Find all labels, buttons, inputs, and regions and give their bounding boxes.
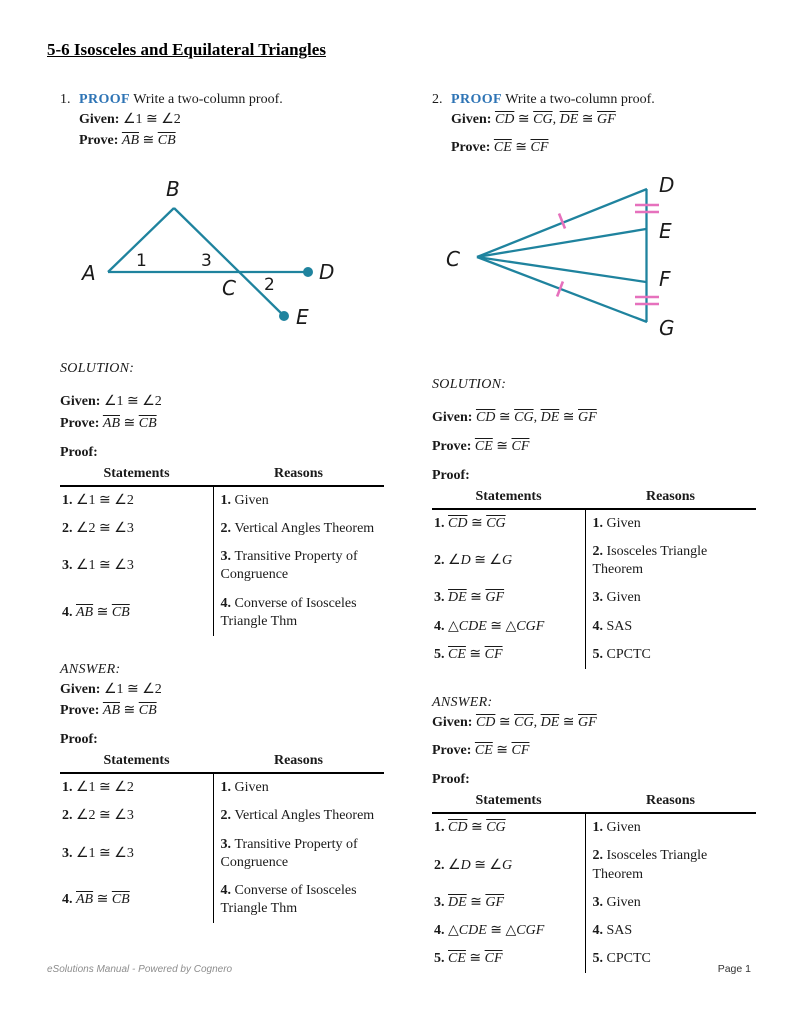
statement-cell: 2. ∠D ≅ ∠G: [432, 538, 585, 584]
problem-2-column: [432, 92, 770, 973]
page-number: Page 1: [717, 963, 751, 975]
point-label-B: B: [166, 177, 180, 202]
proof-tag: PROOF: [451, 92, 502, 107]
statement-cell: 3. ∠1 ≅ ∠3: [60, 543, 213, 589]
ray-CE: [477, 229, 646, 257]
reason-cell: 4. SAS: [592, 618, 633, 634]
statement-cell: 2. ∠2 ≅ ∠3: [60, 802, 213, 830]
statement-cell: 1. $\overline{CD}$ ≅ $\overline{CG}$: [432, 509, 585, 538]
reason-cell: 2. Isosceles Triangle Theorem: [592, 543, 708, 578]
reason-cell: 2. Vertical Angles Theorem: [220, 520, 375, 536]
statement-cell: 1. $\overline{CD}$ ≅ $\overline{CG}$: [432, 813, 585, 842]
angle-label-1: 1: [136, 251, 147, 272]
point-label-C: C: [222, 276, 236, 301]
point-label-G: G: [659, 316, 675, 341]
answer-1-givens: Given: ∠1 ≅ ∠2 Prove: $\overline{AB}$ ≅ $\overline{CB}$: [60, 681, 162, 719]
point-label-C: C: [446, 247, 460, 272]
problem-1-prove: Prove: $\overline{AB}$ ≅ $\overline{CB}$: [79, 133, 176, 149]
table-row: [60, 590, 384, 636]
two-column-layout: [60, 92, 767, 973]
point-label-F: F: [659, 267, 671, 292]
table-row: [60, 486, 384, 515]
problem-1-prompt: PROOF Write a two-column proof.: [79, 92, 283, 107]
reason-cell: 1. Given: [220, 492, 269, 508]
table-row: [432, 889, 756, 917]
reasons-header: Reasons: [213, 752, 384, 773]
reason-cell: 5. CPCTC: [592, 646, 651, 662]
statements-header: Statements: [432, 792, 585, 813]
statements-header: Statements: [432, 488, 585, 509]
footer-branding: eSolutions Manual - Powered by Cognero: [47, 964, 233, 975]
reason-cell: 1. Given: [592, 515, 641, 531]
statement-cell: 4. $\overline{AB}$ ≅ $\overline{CB}$: [60, 590, 213, 636]
statements-header: Statements: [60, 465, 213, 486]
statement-cell: 3. ∠1 ≅ ∠3: [60, 831, 213, 877]
reasons-header: Reasons: [213, 465, 384, 486]
solution-1-proof-table: [60, 465, 384, 636]
statement-cell: 5. $\overline{CE}$ ≅ $\overline{CF}$: [432, 641, 585, 669]
table-row: [432, 917, 756, 945]
answer-2-givens: Given: $\overline{CD}$ ≅ $\overline{CG}$, $\overline{DE}$ ≅ $\overline{GF}$ Prove: $\overline{CE}$ ≅ $\overline{CF}$: [432, 714, 597, 759]
statement-cell: 2. ∠D ≅ ∠G: [432, 842, 585, 888]
page-footer: [47, 963, 751, 975]
triangle-diagram-1: [68, 164, 388, 339]
page-title: 5-6 Isosceles and Equilateral Triangles: [47, 40, 326, 59]
table-row: [60, 773, 384, 802]
reason-cell: 4. SAS: [592, 923, 633, 938]
table-row: [432, 584, 756, 612]
table-row: [432, 613, 756, 641]
proof-tag: PROOF: [79, 92, 130, 107]
table-row: [60, 831, 384, 877]
point-label-E: E: [296, 305, 309, 330]
answer-1-proof-table: [60, 752, 384, 923]
problem-1-given: Given: ∠1 ≅ ∠2: [79, 112, 181, 127]
statement-cell: 1. ∠1 ≅ ∠2: [60, 773, 213, 802]
angle-label-2: 2: [264, 275, 275, 296]
point-label-A: A: [82, 261, 96, 286]
solution-label-2: SOLUTION:: [432, 377, 507, 393]
reason-cell: 2. Vertical Angles Theorem: [220, 808, 375, 824]
solution-1-givens: Given: ∠1 ≅ ∠2 Prove: $\overline{AB}$ ≅ $\overline{CB}$: [60, 394, 162, 431]
statement-cell: 1. ∠1 ≅ ∠2: [60, 486, 213, 515]
problem-1-number: 1.: [60, 92, 71, 107]
solution-2-givens: Given: $\overline{CD}$ ≅ $\overline{CG}$, $\overline{DE}$ ≅ $\overline{GF}$ Prove: $\overline{CE}$ ≅ $\overline{CF}$: [432, 410, 597, 454]
statement-cell: 5. $\overline{CE}$ ≅ $\overline{CF}$: [432, 945, 585, 973]
table-row: [60, 543, 384, 589]
reason-cell: 1. Given: [220, 780, 269, 796]
angle-label-3: 3: [201, 251, 212, 272]
endpoint-D-dot: [303, 267, 313, 277]
problem-2-prompt: PROOF Write a two-column proof.: [451, 92, 655, 107]
point-label-E: E: [659, 219, 672, 244]
reason-cell: 2. Isosceles Triangle Theorem: [592, 848, 708, 882]
reason-cell: 3. Transitive Property of Congruence: [220, 836, 358, 870]
point-label-D: D: [659, 173, 675, 198]
problem-1-column: [60, 92, 398, 973]
statement-cell: 3. $\overline{DE}$ ≅ $\overline{GF}$: [432, 584, 585, 612]
proof-label: Proof:: [432, 467, 470, 483]
endpoint-E-dot: [279, 311, 289, 321]
answer-2-proof-table: [432, 792, 756, 973]
statement-cell: 4. △CDE ≅ △CGF: [432, 613, 585, 641]
statement-cell: 4. △CDE ≅ △CGF: [432, 917, 585, 945]
reason-cell: 3. Given: [592, 894, 641, 910]
ray-CF: [477, 257, 646, 282]
table-row: [60, 515, 384, 543]
statement-cell: 2. ∠2 ≅ ∠3: [60, 515, 213, 543]
statements-header: Statements: [60, 752, 213, 773]
reason-cell: 4. Converse of Isosceles Triangle Thm: [220, 883, 357, 917]
proof-label: Proof:: [432, 772, 470, 788]
table-row: [432, 842, 756, 888]
reason-cell: 1. Given: [592, 820, 641, 836]
table-row: [432, 641, 756, 669]
table-row: [60, 802, 384, 830]
answer-label-1: ANSWER:: [60, 661, 121, 677]
table-row: [432, 509, 756, 538]
problem-1-header: [60, 92, 398, 150]
reason-cell: 3. Transitive Property of Congruence: [220, 549, 358, 583]
reason-cell: 5. CPCTC: [592, 951, 651, 967]
problem-2-prove: Prove: $\overline{CE}$ ≅ $\overline{CF}$: [451, 140, 549, 156]
reason-cell: 3. Given: [592, 590, 641, 606]
reasons-header: Reasons: [585, 792, 756, 813]
reason-cell: 4. Converse of Isosceles Triangle Thm: [220, 595, 357, 629]
triangle-diagram-2: [432, 165, 752, 355]
table-row: [60, 877, 384, 923]
proof-label: Proof:: [60, 732, 98, 748]
solution-label-1: SOLUTION:: [60, 361, 135, 377]
problem-2-number: 2.: [432, 92, 443, 107]
reasons-header: Reasons: [585, 488, 756, 509]
statement-cell: 3. $\overline{DE}$ ≅ $\overline{GF}$: [432, 889, 585, 917]
problem-2-header: [432, 92, 770, 157]
problem-2-given: Given: $\overline{CD}$ ≅ $\overline{CG}$, $\overline{DE}$ ≅ $\overline{GF}$: [451, 112, 616, 127]
point-label-D: D: [319, 260, 335, 285]
table-row: [432, 538, 756, 584]
ray-CG: [477, 257, 647, 322]
solution-2-proof-table: [432, 488, 756, 669]
statement-cell: 4. $\overline{AB}$ ≅ $\overline{CB}$: [60, 877, 213, 923]
answer-label-2: ANSWER:: [432, 694, 493, 710]
table-row: [432, 813, 756, 842]
proof-label: Proof:: [60, 444, 98, 460]
